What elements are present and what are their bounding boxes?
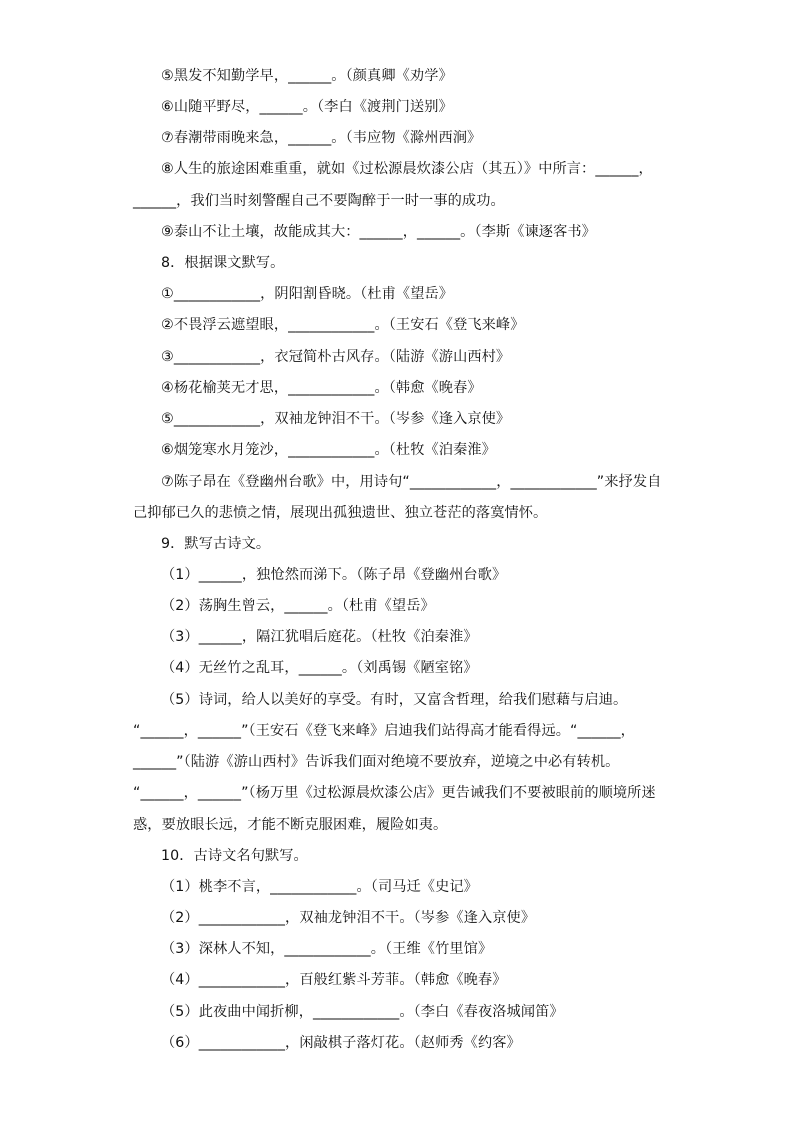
text-line: （4）无丝竹之乱耳，______。（刘禹锡《陋室铭》 [161,660,478,676]
text-line: ①____________，阴阳割昏晓。（杜甫《望岳》 [161,286,454,302]
text-line: ⑨泰山不让土壤，故能成其大：______，______。（李斯《谏逐客书》 [161,224,596,240]
text-line: （1）______，独怆然而涕下。（陈子昂《登幽州台歌》 [161,567,507,583]
text-line: （2）____________，双袖龙钟泪不干。（岑参《逢入京使》 [161,910,536,926]
text-line: （1）桃李不言，____________。（司马迁《史记》 [161,879,478,895]
text-line: 己抑郁已久的悲愤之情，展现出孤独遗世、独立苍茫的落寞情怀。 [133,505,548,521]
text-line: “______，______”（杨万里《过松源晨炊漆公店》更告诫我们不要被眼前的顺境所迷 [133,785,656,801]
text-line: ⑤黑发不知勤学早，______。（颜真卿《劝学》 [161,68,453,84]
text-line: ②不畏浮云遮望眼，____________。（王安石《登飞来峰》 [161,317,525,333]
text-line: ⑧人生的旅途困难重重，就如《过松源晨炊漆公店（其五）》中所言：______， [161,161,653,177]
text-line: ⑦春潮带雨晚来急，______。（韦应物《滁州西涧》 [161,130,482,146]
text-line: （5）此夜曲中闻折柳，____________。（李白《春夜洛城闻笛》 [161,1004,564,1020]
text-line: （4）____________，百般红紫斗芳菲。（韩愈《晚春》 [161,972,507,988]
text-line: “______，______”（王安石《登飞来峰》启迪我们站得高才能看得远。“______， [133,723,635,739]
text-line: （6）____________，闲敲棋子落灯花。（赵师秀《约客》 [161,1035,521,1051]
text-line: ⑦陈子昂在《登幽州台歌》中，用诗句“____________，____________”来抒发自 [161,474,662,490]
question-heading: 8．根据课文默写。 [161,255,285,271]
text-line: ______，我们当时刻警醒自己不要陶醉于一时一事的成功。 [133,193,505,209]
text-line: ④杨花榆荚无才思，____________。（韩愈《晚春》 [161,380,482,396]
text-line: 惑，要放眼长远，才能不断克服困难，履险如夷。 [133,817,448,833]
text-line: ______”（陆游《游山西村》告诉我们面对绝境不要放弃，逆境之中必有转机。 [133,754,620,770]
question-heading: 10．古诗文名句默写。 [161,848,308,864]
text-line: ⑥山随平野尽，______。（李白《渡荆门送别》 [161,99,453,115]
text-line: （3）______，隔江犹唱后庭花。（杜牧《泊秦淮》 [161,629,478,645]
text-line: （2）荡胸生曾云，______。（杜甫《望岳》 [161,598,435,614]
text-line: ⑥烟笼寒水月笼沙，____________。（杜牧《泊秦淮》 [161,442,496,458]
text-line: ③____________，衣冠简朴古风存。（陆游《游山西村》 [161,349,511,365]
text-line: ⑤____________，双袖龙钟泪不干。（岑参《逢入京使》 [161,411,511,427]
text-line: （3）深林人不知，____________。（王维《竹里馆》 [161,941,493,957]
text-line: （5）诗词，给人以美好的享受。有时，又富含哲理，给我们慰藉与启迪。 [161,692,628,708]
question-heading: 9．默写古诗文。 [161,536,271,552]
